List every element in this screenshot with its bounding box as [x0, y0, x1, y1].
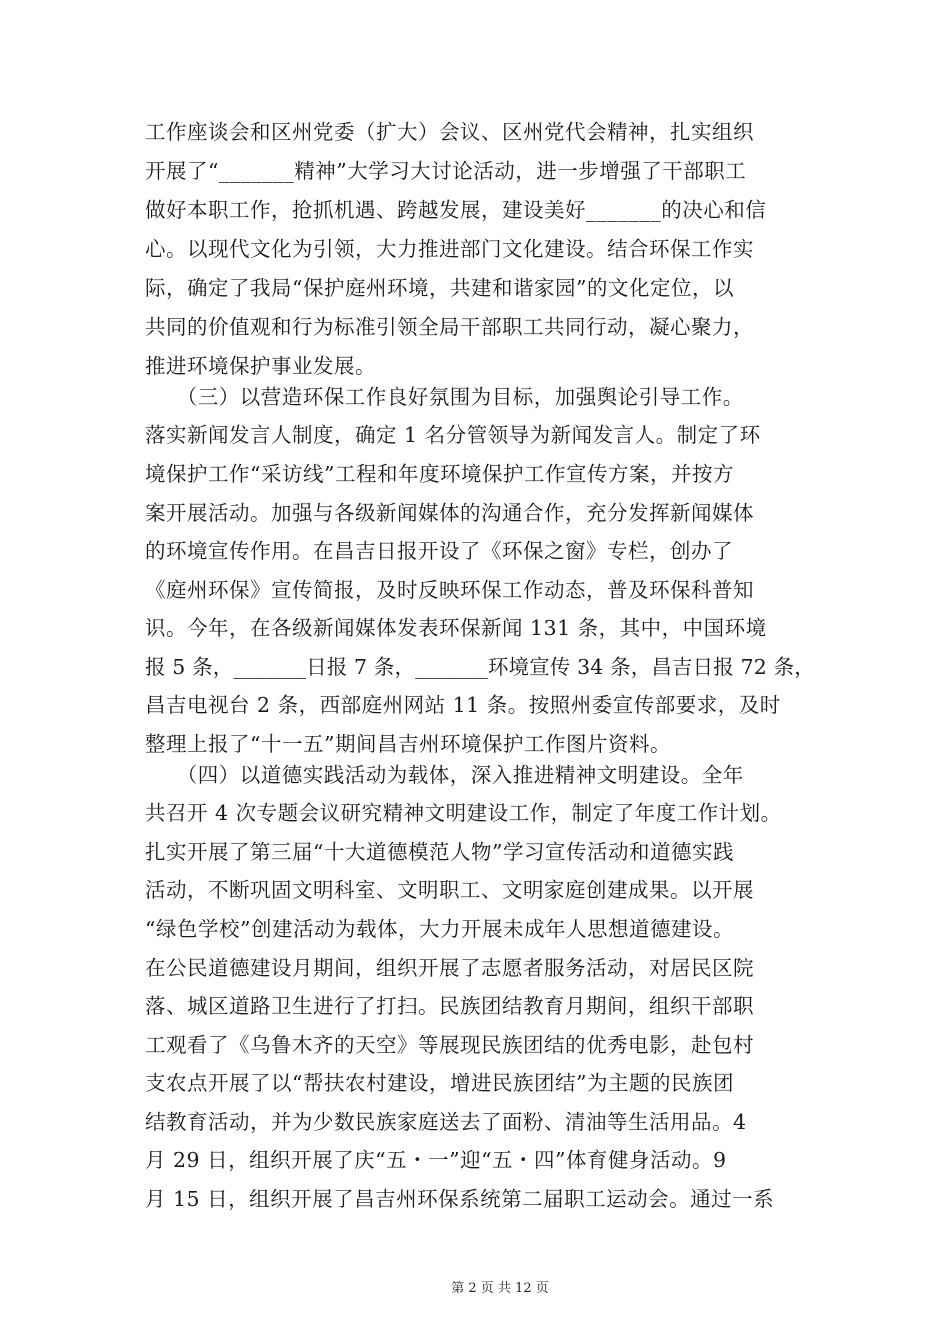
text-line: 工观看了《乌鲁木齐的天空》等展现民族团结的优秀电影，赴包村: [145, 1033, 754, 1057]
text-line: 推进环境保护事业发展。: [145, 354, 376, 378]
section-heading-4: （四）以道德实践活动为载体，深入推进精神文明建设。全年: [145, 763, 744, 787]
section-heading-3: （三）以营造环保工作良好氛围为目标，加强舆论引导工作。: [145, 385, 744, 409]
text-line: 落、城区道路卫生进行了打扫。民族团结教育月期间，组织干部职: [145, 994, 754, 1018]
page-number-footer: 第 2 页 共 12 页: [451, 1281, 549, 1296]
text-line: 案开展活动。加强与各级新闻媒体的沟通合作，充分发挥新闻媒体: [145, 501, 754, 525]
text-line: 《庭州环保》宣传简报，及时反映环保工作动态，普及环保科普知: [145, 578, 754, 602]
text-line: 活动，不断巩固文明科室、文明职工、文明家庭创建成果。以开展: [145, 878, 754, 902]
text-line: 月 29 日，组织开展了庆“五・一”迎“五・四”体育健身活动。9: [145, 1148, 727, 1172]
text-line: 在公民道德建设月期间，组织开展了志愿者服务活动，对居民区院: [145, 956, 754, 980]
text-line: 境保护工作“采访线”工程和年度环境保护工作宣传方案，并按方: [145, 462, 734, 486]
text-line: 际，确定了我局“保护庭州环境，共建和谐家园”的文化定位，以: [145, 276, 734, 300]
text-line: “绿色学校”创建活动为载体，大力开展未成年人思想道德建设。: [145, 917, 734, 941]
text-line: 识。今年，在各级新闻媒体发表环保新闻 131 条，其中，中国环境: [145, 616, 767, 640]
text-line: 月 15 日，组织开展了昌吉州环保系统第二届职工运动会。通过一系: [145, 1187, 775, 1211]
text-line: 落实新闻发言人制度，确定 1 名分管领导为新闻发言人。制定了环: [145, 423, 761, 447]
text-line: 工作座谈会和区州党委（扩大）会议、区州党代会精神，扎实组织: [145, 120, 754, 144]
text-line: 共召开 4 次专题会议研究精神文明建设工作，制定了年度工作计划。: [145, 801, 782, 825]
text-line: 做好本职工作，抢抓机遇、跨越发展，建设美好_______的决心和信: [145, 198, 767, 222]
text-line: 整理上报了“十一五”期间昌吉州环境保护工作图片资料。: [145, 732, 671, 756]
text-line: 报 5 条，_______日报 7 条，_______环境宣传 34 条，昌吉日报 72 条，: [145, 655, 815, 679]
text-line: 开展了“_______精神”大学习大讨论活动，进一步增强了干部职工: [145, 159, 747, 183]
text-line: 昌吉电视台 2 条，西部庭州网站 11 条。按照州委宣传部要求，及时: [145, 693, 781, 717]
text-line: 共同的价值观和行为标准引领全局干部职工共同行动，凝心聚力，: [145, 315, 754, 339]
text-line: 心。以现代文化为引领，大力推进部门文化建设。结合环保工作实: [145, 237, 754, 261]
text-line: 扎实开展了第三届“十大道德模范人物”学习宣传活动和道德实践: [145, 840, 734, 864]
text-line: 的环境宣传作用。在昌吉日报开设了《环保之窗》专栏，创办了: [145, 539, 733, 563]
text-line: 支农点开展了以“帮扶农村建设，增进民族团结”为主题的民族团: [145, 1071, 734, 1095]
text-line: 结教育活动，并为少数民族家庭送去了面粉、清油等生活用品。4: [145, 1110, 747, 1134]
